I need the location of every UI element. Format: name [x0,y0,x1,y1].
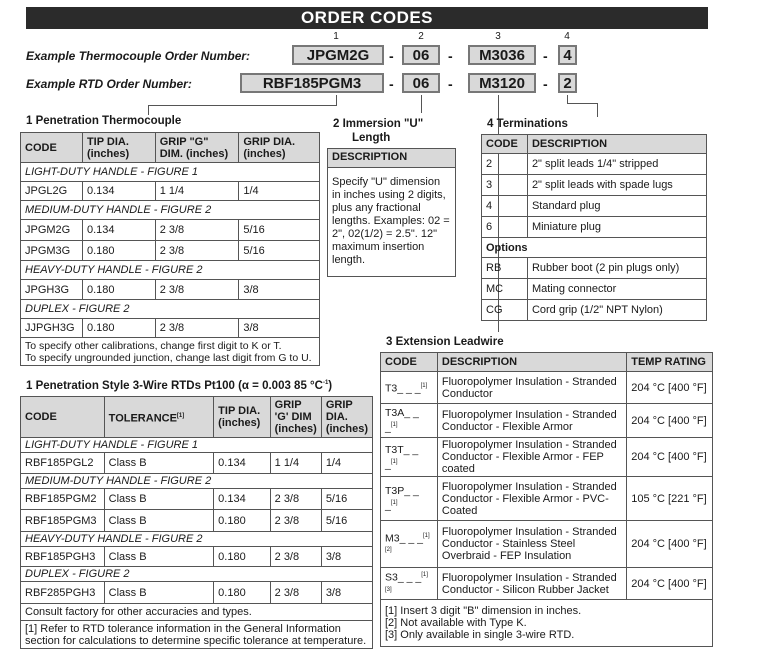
thermocouple-seg-3: M3036 [468,45,536,65]
cell: 0.180 [214,510,270,532]
cell: 0.134 [214,489,270,510]
cell: 1/4 [239,182,320,201]
rtd-seg-1: RBF185PGM3 [240,73,384,93]
table-row [381,404,713,438]
cell: 204 °C [400 °F] [627,404,713,438]
cell: Cord grip (1/2" NPT Nylon) [527,300,706,321]
cell: 1 1/4 [270,453,321,474]
rtd-seg-3: M3120 [468,73,536,93]
leadwire-note-1: [1] Insert 3 digit "B" dimension in inches. [385,605,582,617]
terminations-table [481,134,707,321]
cell: 2 3/8 [155,220,239,241]
leadwire-note-3: [3] Only available in single 3-wire RTD. [385,629,575,641]
col-header-grip-dia: GRIP DIA. (inches) [321,397,372,438]
rtd-title-sup: -1 [322,380,329,387]
options-label: Options [482,238,707,258]
cell: 0.134 [82,220,155,241]
thermocouple-table [20,132,320,366]
table-row [21,319,320,338]
cell: 5/16 [321,510,372,532]
immersion-description: Specify "U" dimension in inches using 2 digits, plus any fractional lengths. Examples: 02 = 2", 02(1/2) = 2.5". 12" maximum insertion length. [332,176,450,266]
connector-line [148,105,337,106]
cell: JPGH3G [21,280,83,300]
table-row [381,372,713,404]
tolerance-label: TOLERANCE [108,412,177,425]
col-header-code: CODE [381,353,438,372]
footnote-ref: [1][2] [385,532,430,553]
dash: - [543,76,548,92]
cell [381,438,438,477]
rtd-seg-2: 06 [402,73,440,93]
table-row [21,489,373,510]
cell: 2 3/8 [155,241,239,261]
rtd-table [20,396,373,649]
cell: RBF185PGM2 [21,489,105,510]
table-row [482,154,707,175]
cell: 6 [482,217,528,238]
cell: 0.180 [214,582,270,604]
dash: - [448,76,453,92]
table-row [21,220,320,241]
cell: MC [482,279,528,300]
cell: RBF185PGM3 [21,510,105,532]
rtd-title-end: ) [328,380,333,392]
cell [381,568,438,600]
section-1-rtd-title [26,380,332,392]
cell [381,521,438,568]
cell: 204 °C [400 °F] [627,521,713,568]
table-row [381,477,713,521]
cell: 2 3/8 [270,489,321,510]
connector-line [421,95,422,113]
rtd-title-text: 1 Penetration Style 3-Wire RTDs Pt100 (α = 0.003 85 °C [26,380,323,392]
tolerance-sup: [1] [176,412,185,419]
connector-line [336,95,337,105]
cell: 3 [482,175,528,196]
cell: 105 °C [221 °F] [627,477,713,521]
footnote-ref: [1] [390,422,398,429]
footnote-ref: [1] [390,458,398,465]
connector-line [597,103,598,117]
cell: 204 °C [400 °F] [627,372,713,404]
cell: 1/4 [321,453,372,474]
table-row [381,568,713,600]
section-1-thermocouple-title: 1 Penetration Thermocouple [26,115,182,127]
cell: 3/8 [239,319,320,338]
page-title: ORDER CODES [26,7,708,29]
immersion-header: DESCRIPTION [328,149,455,168]
rtd-seg-4: 2 [558,73,577,93]
connector-line [567,103,597,104]
section-2-title-line2: Length [352,132,391,144]
col-header-description: DESCRIPTION [437,353,626,372]
col-header-grip-g-dim: GRIP 'G' DIM (inches) [270,397,321,438]
segment-number-2: 2 [418,31,424,42]
rtd-example-label: Example RTD Order Number: [26,77,192,91]
group-row: MEDIUM-DUTY HANDLE - FIGURE 2 [21,201,320,220]
code: T3T_ _ _ [385,443,419,471]
connector-line [148,105,149,115]
rtd-note-consult: Consult factory for other accuracies and types. [21,604,373,621]
thermocouple-seg-4: 4 [558,45,577,65]
table-row [21,453,373,474]
section-4-title: 4 Terminations [487,118,568,130]
cell: Fluoropolymer Insulation - Stranded Conductor - Stainless Steel Overbraid - FEP Insulation [437,521,626,568]
footnote-ref: [1] [420,383,428,390]
table-row [482,175,707,196]
cell: 0.180 [82,280,155,300]
note-calibration: To specify other calibrations, change first digit to K or T. [25,339,282,352]
rtd-note-tolerance: [1] Refer to RTD tolerance information in the General Information section for calculations to determine specific tolerance at temperature. [21,621,373,649]
cell: 1 1/4 [155,182,239,201]
thermocouple-seg-1: JPGM2G [292,45,384,65]
cell: 5/16 [239,220,320,241]
table-row [482,300,707,321]
cell: 0.134 [82,182,155,201]
note-junction: To specify ungrounded junction, change last digit from G to U. [25,351,312,364]
cell: Mating connector [527,279,706,300]
cell [381,372,438,404]
table-row [482,258,707,279]
cell: CG [482,300,528,321]
cell: JJPGH3G [21,319,83,338]
cell: JPGM2G [21,220,83,241]
cell: 2 3/8 [155,280,239,300]
group-row: HEAVY-DUTY HANDLE - FIGURE 2 [21,532,373,547]
cell: JPGM3G [21,241,83,261]
cell: 5/16 [321,489,372,510]
cell: Fluoropolymer Insulation - Stranded Conductor - Flexible Armor - FEP coated [437,438,626,477]
group-row: DUPLEX - FIGURE 2 [21,567,373,582]
leadwire-table [380,352,713,647]
thermocouple-notes [21,338,320,366]
code: M3_ _ _ [385,532,423,544]
dash: - [543,48,548,64]
cell: 2 3/8 [270,547,321,567]
cell: Class B [104,510,214,532]
leadwire-note-2: [2] Not available with Type K. [385,617,527,629]
cell: Fluoropolymer Insulation - Stranded Conductor - Silicon Rubber Jacket [437,568,626,600]
cell: Class B [104,489,214,510]
footnote-ref: [1][3] [385,572,428,593]
cell: 2 3/8 [155,319,239,338]
table-row [21,241,320,261]
cell [381,404,438,438]
dash: - [389,48,394,64]
cell: RB [482,258,528,279]
cell [381,477,438,521]
col-header-tolerance [104,397,214,438]
cell: 0.180 [214,547,270,567]
cell: Class B [104,582,214,604]
immersion-box [327,148,456,277]
group-row: LIGHT-DUTY HANDLE - FIGURE 1 [21,163,320,182]
section-2-title [333,117,423,145]
thermocouple-seg-2: 06 [402,45,440,65]
thermocouple-example-label: Example Thermocouple Order Number: [26,49,251,63]
cell: 2" split leads with spade lugs [527,175,706,196]
cell: 3/8 [321,547,372,567]
cell: Fluoropolymer Insulation - Stranded Conductor - Flexible Armor - PVC-Coated [437,477,626,521]
col-header-code: CODE [21,397,105,438]
cell: 0.180 [82,241,155,261]
cell: JPGL2G [21,182,83,201]
table-row [21,182,320,201]
cell: Rubber boot (2 pin plugs only) [527,258,706,279]
cell: 2 [482,154,528,175]
code: T3A_ _ _ [385,407,419,434]
group-row: DUPLEX - FIGURE 2 [21,300,320,319]
col-header-temp-rating: TEMP RATING [627,353,713,372]
cell: RBF185PGH3 [21,547,105,567]
cell: Class B [104,453,214,474]
cell: 0.134 [214,453,270,474]
cell: 204 °C [400 °F] [627,438,713,477]
col-header-code: CODE [482,135,528,154]
table-row [21,280,320,300]
segment-number-1: 1 [333,31,339,42]
dash: - [389,76,394,92]
cell: 4 [482,196,528,217]
table-row [21,547,373,567]
cell: Fluoropolymer Insulation - Stranded Conductor [437,372,626,404]
col-header-grip-g-dim: GRIP "G" DIM. (inches) [155,133,239,163]
cell: 5/16 [239,241,320,261]
col-header-code: CODE [21,133,83,163]
cell: 3/8 [321,582,372,604]
group-row: MEDIUM-DUTY HANDLE - FIGURE 2 [21,474,373,489]
table-row [482,279,707,300]
segment-number-4: 4 [564,31,570,42]
cell: Class B [104,547,214,567]
cell: Miniature plug [527,217,706,238]
cell: 0.180 [82,319,155,338]
code: S3_ _ _ [385,571,422,584]
section-2-title-line1: 2 Immersion "U" [333,118,424,130]
code: T3_ _ _ [385,382,421,395]
col-header-tip-dia: TIP DIA. (inches) [82,133,155,163]
code: T3P_ _ _ [385,485,419,512]
cell: 2 3/8 [270,582,321,604]
group-row: LIGHT-DUTY HANDLE - FIGURE 1 [21,438,373,453]
cell: Standard plug [527,196,706,217]
footnote-ref: [1] [390,500,398,507]
cell: Fluoropolymer Insulation - Stranded Conductor - Flexible Armor [437,404,626,438]
connector-line [567,95,568,103]
cell: RBF185PGL2 [21,453,105,474]
table-row [482,217,707,238]
cell: RBF285PGH3 [21,582,105,604]
col-header-tip-dia: TIP DIA. (inches) [214,397,270,438]
col-header-grip-dia: GRIP DIA. (inches) [239,133,320,163]
cell: 3/8 [239,280,320,300]
col-header-description: DESCRIPTION [527,135,706,154]
cell: 204 °C [400 °F] [627,568,713,600]
table-row [381,438,713,477]
table-row [482,196,707,217]
cell: 2" split leads 1/4" stripped [527,154,706,175]
table-row [21,510,373,532]
table-row [381,521,713,568]
section-3-title: 3 Extension Leadwire [386,336,504,348]
group-row: HEAVY-DUTY HANDLE - FIGURE 2 [21,261,320,280]
dash: - [448,48,453,64]
cell: 2 3/8 [270,510,321,532]
table-row [21,582,373,604]
leadwire-notes [381,600,713,647]
segment-number-3: 3 [495,31,501,42]
